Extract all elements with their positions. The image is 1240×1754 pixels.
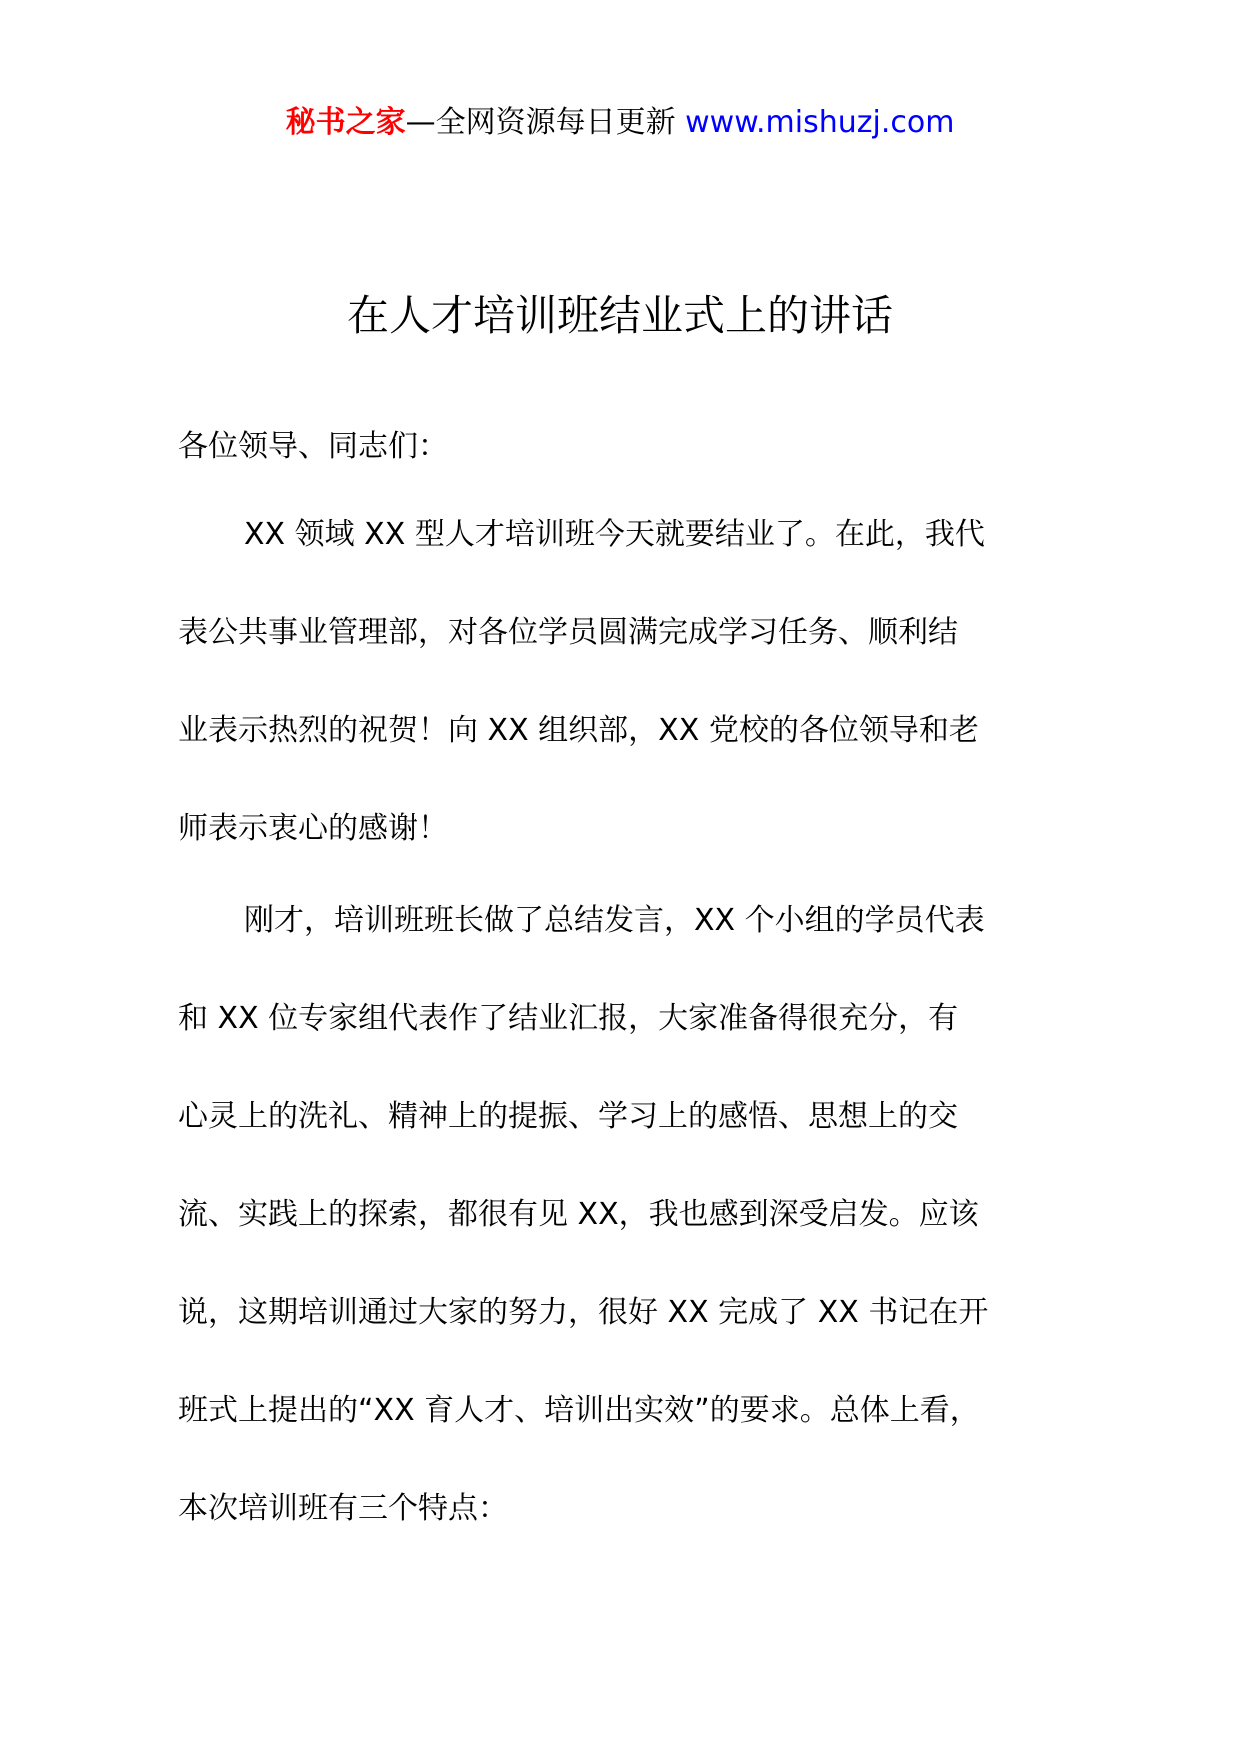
paragraph-line: XX 领域 XX 型人才培训班今天就要结业了。在此，我代 [244, 517, 985, 552]
salutation: 各位领导、同志们： [178, 429, 448, 464]
paragraph-line: 心灵上的洗礼、精神上的提振、学习上的感悟、思想上的交 [178, 1099, 958, 1134]
paragraph-line: 班式上提出的“XX 育人才、培训出实效”的要求。总体上看， [178, 1393, 980, 1428]
site-name: 秘书之家 [285, 105, 406, 140]
site-slogan: —全网资源每日更新 [405, 105, 676, 140]
paragraph-line: 流、实践上的探索，都很有见 XX，我也感到深受启发。应该 [178, 1197, 979, 1232]
paragraph-line: 和 XX 位专家组代表作了结业汇报，大家准备得很充分，有 [178, 1001, 959, 1036]
document-title: 在人才培训班结业式上的讲话 [346, 291, 893, 340]
site-url-link[interactable]: www.mishuzj.com [685, 105, 955, 140]
paragraph-line: 业表示热烈的祝贺！向 XX 组织部，XX 党校的各位领导和老 [178, 713, 979, 748]
paragraph-line: 师表示衷心的感谢！ [178, 811, 448, 846]
site-header [0, 100, 1240, 146]
paragraph-line: 说，这期培训通过大家的努力，很好 XX 完成了 XX 书记在开 [178, 1295, 989, 1330]
paragraph-line: 表公共事业管理部，对各位学员圆满完成学习任务、顺利结 [178, 615, 958, 650]
paragraph-line: 本次培训班有三个特点： [178, 1491, 508, 1526]
paragraph-line: 刚才，培训班班长做了总结发言，XX 个小组的学员代表 [244, 903, 985, 938]
